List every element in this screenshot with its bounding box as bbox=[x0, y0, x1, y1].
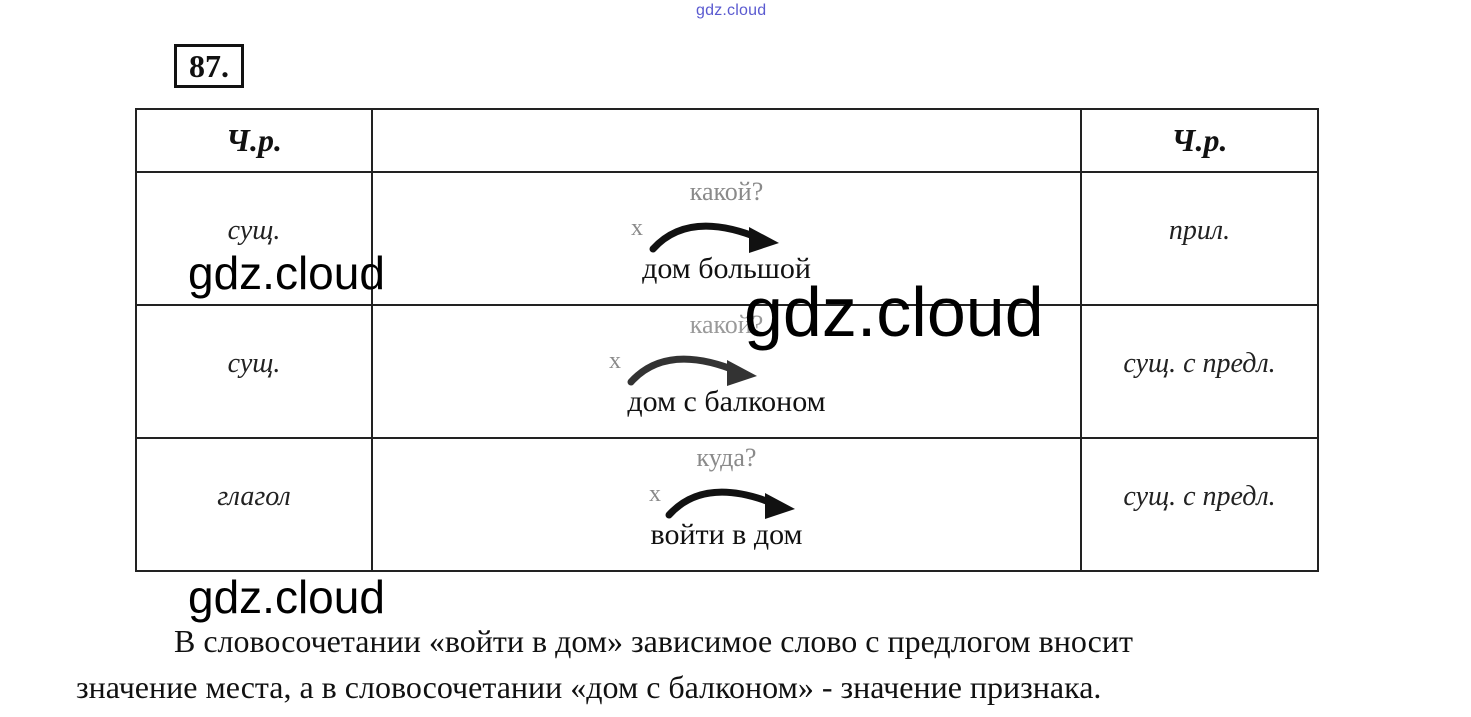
question-label: какой? bbox=[689, 310, 764, 339]
phrase-text: дом большой bbox=[642, 252, 811, 285]
paragraph-line-1: В словосочетании «войти в дом» зависимое слово с предлогом вносит bbox=[174, 623, 1133, 659]
table-header-row bbox=[136, 109, 1318, 172]
paragraph-line-2: значение места, а в словосочетании «дом с балконом» - значение признака. bbox=[76, 669, 1102, 705]
watermark-logo-large: gdz.cloud bbox=[744, 273, 1044, 351]
header-phrase bbox=[372, 109, 1081, 172]
header-main-pos: Ч.р. bbox=[136, 109, 372, 172]
parts-of-speech-table bbox=[135, 108, 1319, 572]
main-word-marker: x bbox=[649, 481, 661, 507]
question-label: какой? bbox=[689, 177, 764, 206]
main-word-marker: x bbox=[609, 348, 621, 374]
phrase-text: дом с балконом bbox=[627, 385, 826, 418]
main-word-marker: x bbox=[631, 215, 643, 241]
header-dependent-pos: Ч.р. bbox=[1081, 109, 1318, 172]
phrase-cell bbox=[372, 438, 1081, 571]
question-label: куда? bbox=[696, 443, 757, 472]
dependent-pos-cell: сущ. с предл. bbox=[1081, 305, 1318, 438]
exercise-number: 87. bbox=[174, 44, 244, 88]
watermark-top: gdz.cloud bbox=[696, 2, 767, 19]
dependent-pos-cell: прил. bbox=[1081, 172, 1318, 305]
watermark-logo: gdz.cloud bbox=[188, 247, 385, 299]
table-row bbox=[136, 438, 1318, 571]
dependent-pos-cell: сущ. с предл. bbox=[1081, 438, 1318, 571]
watermark-logo: gdz.cloud bbox=[188, 571, 385, 623]
table-row bbox=[136, 305, 1318, 438]
main-pos-cell: глагол bbox=[136, 438, 372, 571]
phrase-text: войти в дом bbox=[650, 518, 803, 551]
explanation-paragraph bbox=[76, 618, 1396, 710]
main-pos-cell: сущ. bbox=[136, 305, 372, 438]
main-pos-cell: сущ. bbox=[136, 172, 372, 305]
